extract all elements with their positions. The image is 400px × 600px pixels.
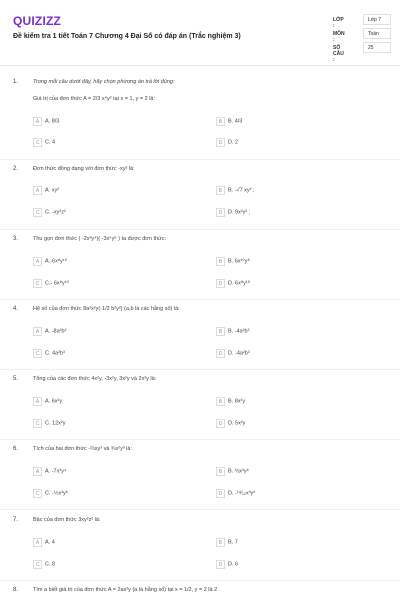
option-key: C [33, 560, 42, 569]
meta-label: SỐ CÂU : [333, 45, 344, 63]
meta-label: MÔN : [333, 31, 345, 43]
option-key: A [33, 397, 42, 406]
option-d[interactable] [216, 419, 245, 429]
option-text: C. -½x³y⁶ [45, 490, 69, 497]
option-c[interactable] [33, 349, 65, 359]
option-key: C [33, 279, 42, 288]
option-a[interactable] [33, 327, 66, 337]
option-b[interactable] [216, 397, 245, 407]
meta-label: LỚP : [333, 17, 344, 29]
option-text: B. 6x¹⁰y⁸ [228, 258, 250, 265]
option-text: B. 4/3 [228, 118, 243, 125]
option-a[interactable] [33, 467, 66, 477]
header [0, 0, 400, 62]
option-b[interactable] [216, 117, 242, 127]
option-a[interactable] [33, 257, 67, 267]
option-d[interactable] [216, 208, 250, 218]
option-key: A [33, 538, 42, 547]
option-key: C [33, 489, 42, 498]
option-key: A [33, 117, 42, 126]
question-number: 5. [13, 376, 19, 382]
option-text: C. -xy²z² [45, 209, 66, 216]
option-key: A [33, 186, 42, 195]
question-divider [0, 159, 400, 160]
meta-value: 25 [368, 45, 374, 51]
option-key: B [216, 117, 225, 126]
option-text: D. 9x²y² ; [228, 209, 251, 216]
option-text: D. -4a²b³ [228, 350, 250, 357]
question-text: Tích của hai đơn thức -⅔xy³ và ¾x²y³ là: [33, 446, 132, 452]
option-c[interactable] [33, 279, 69, 289]
option-c[interactable] [33, 560, 55, 570]
meta-value: Toán [368, 31, 379, 37]
option-text: B. ⅔x³y⁶ [228, 468, 249, 475]
question-text: Tìm a biết giá trị của đơn thức A = 2ax²y (a là hằng số) tại x = 1/2, y = 2 là 2 [33, 587, 218, 593]
option-b[interactable] [216, 467, 249, 477]
option-text: B. 8x²y [228, 398, 246, 405]
quizizz-logo: QUIZIZZ [13, 14, 62, 28]
meta-box [363, 28, 391, 39]
option-key: C [33, 349, 42, 358]
option-key: A [33, 257, 42, 266]
option-a[interactable] [33, 397, 62, 407]
option-text: C.- 6x⁸y¹⁰ [45, 280, 69, 287]
question-number: 3. [13, 236, 19, 242]
question-text: Hệ số của đơn thức 8a²x²y(-1/2 b²y²) (a,b là các hằng số) là: [33, 306, 180, 312]
option-key: B [216, 186, 225, 195]
option-text: D. -¹⁹⁄₁₂x³y⁶ [228, 490, 256, 497]
option-key: B [216, 467, 225, 476]
question-number: 1. [13, 79, 19, 85]
question-divider [0, 509, 400, 510]
option-key: D [216, 279, 225, 288]
option-text: C. 8 [45, 561, 56, 568]
option-text: D. 5x²y [228, 420, 246, 427]
option-d[interactable] [216, 560, 238, 570]
option-a[interactable] [33, 186, 59, 196]
question-number: 7. [13, 517, 19, 523]
page-title: Đề kiểm tra 1 tiết Toán 7 Chương 4 Đại Số có đáp án (Trắc nghiệm 3) [13, 33, 241, 40]
option-key: C [33, 138, 42, 147]
option-b[interactable] [216, 186, 255, 196]
question-divider [0, 580, 400, 581]
option-key: D [216, 419, 225, 428]
option-text: B. -4a²b³ [228, 328, 250, 335]
option-d[interactable] [216, 349, 250, 359]
header-divider [0, 65, 400, 66]
option-a[interactable] [33, 117, 59, 127]
option-key: A [33, 327, 42, 336]
option-a[interactable] [33, 538, 55, 548]
option-text: D. 6 [228, 561, 239, 568]
question-text: Tổng của các đơn thức 4x²y, -3x²y, 3x²y và 2x²y là: [33, 376, 157, 382]
option-key: C [33, 208, 42, 217]
option-c[interactable] [33, 138, 55, 148]
option-text: D. 6x⁸y¹⁰ [228, 280, 250, 287]
option-c[interactable] [33, 419, 65, 429]
question-text: Thu gọn đơn thức ( -2x³y⁴)( -3x⁵y⁶ ) ta được đơn thức: [33, 236, 167, 242]
question-subtext: Giá trị của đơn thức A = 2/3 x⁴y² tại x = 1, y = 2 là: [33, 96, 156, 102]
option-b[interactable] [216, 538, 238, 548]
question-number: 2. [13, 166, 19, 172]
option-d[interactable] [216, 489, 256, 499]
option-text: A. 4 [45, 539, 55, 546]
option-text: A. xy² [45, 187, 60, 194]
option-b[interactable] [216, 257, 250, 267]
question-divider [0, 299, 400, 300]
option-key: B [216, 538, 225, 547]
question-number: 4. [13, 306, 19, 312]
option-text: C. 12x²y [45, 420, 66, 427]
option-key: D [216, 138, 225, 147]
option-text: B. 7 [228, 539, 238, 546]
question-divider [0, 229, 400, 230]
question-number: 6. [13, 446, 19, 452]
meta-value: Lớp 7 [368, 17, 382, 23]
option-text: A. -7x³y⁴ [45, 468, 67, 475]
option-key: B [216, 397, 225, 406]
option-key: C [33, 419, 42, 428]
option-c[interactable] [33, 208, 66, 218]
option-text: A. 6x²y [45, 398, 63, 405]
option-key: D [216, 349, 225, 358]
option-d[interactable] [216, 138, 238, 148]
question-text: Trong mỗi câu dưới đây, hãy chọn phương án trả lời đúng: [33, 79, 175, 85]
meta-box [363, 14, 391, 25]
option-key: B [216, 327, 225, 336]
option-key: D [216, 560, 225, 569]
question-text: Bậc của đơn thức 3xy²z² là: [33, 517, 101, 523]
option-text: D. 2 [228, 139, 239, 146]
question-divider [0, 439, 400, 440]
option-text: A. -8a²b² [45, 328, 67, 335]
option-key: A [33, 467, 42, 476]
option-b[interactable] [216, 327, 249, 337]
meta-box [363, 42, 391, 53]
option-text: A. 8/3 [45, 118, 60, 125]
option-c[interactable] [33, 489, 68, 499]
option-text: C. 4a²b³ [45, 350, 65, 357]
option-text: C. 4 [45, 139, 56, 146]
question-text: Đơn thức đồng dạng với đơn thức -xy² là: [33, 166, 135, 172]
option-key: D [216, 489, 225, 498]
option-key: D [216, 208, 225, 217]
question-number: 8. [13, 587, 19, 593]
option-text: B. -√7 xy² ; [228, 187, 255, 194]
option-text: A.-6x⁸y¹⁰ [45, 258, 67, 265]
question-divider [0, 369, 400, 370]
option-d[interactable] [216, 279, 250, 289]
option-key: B [216, 257, 225, 266]
